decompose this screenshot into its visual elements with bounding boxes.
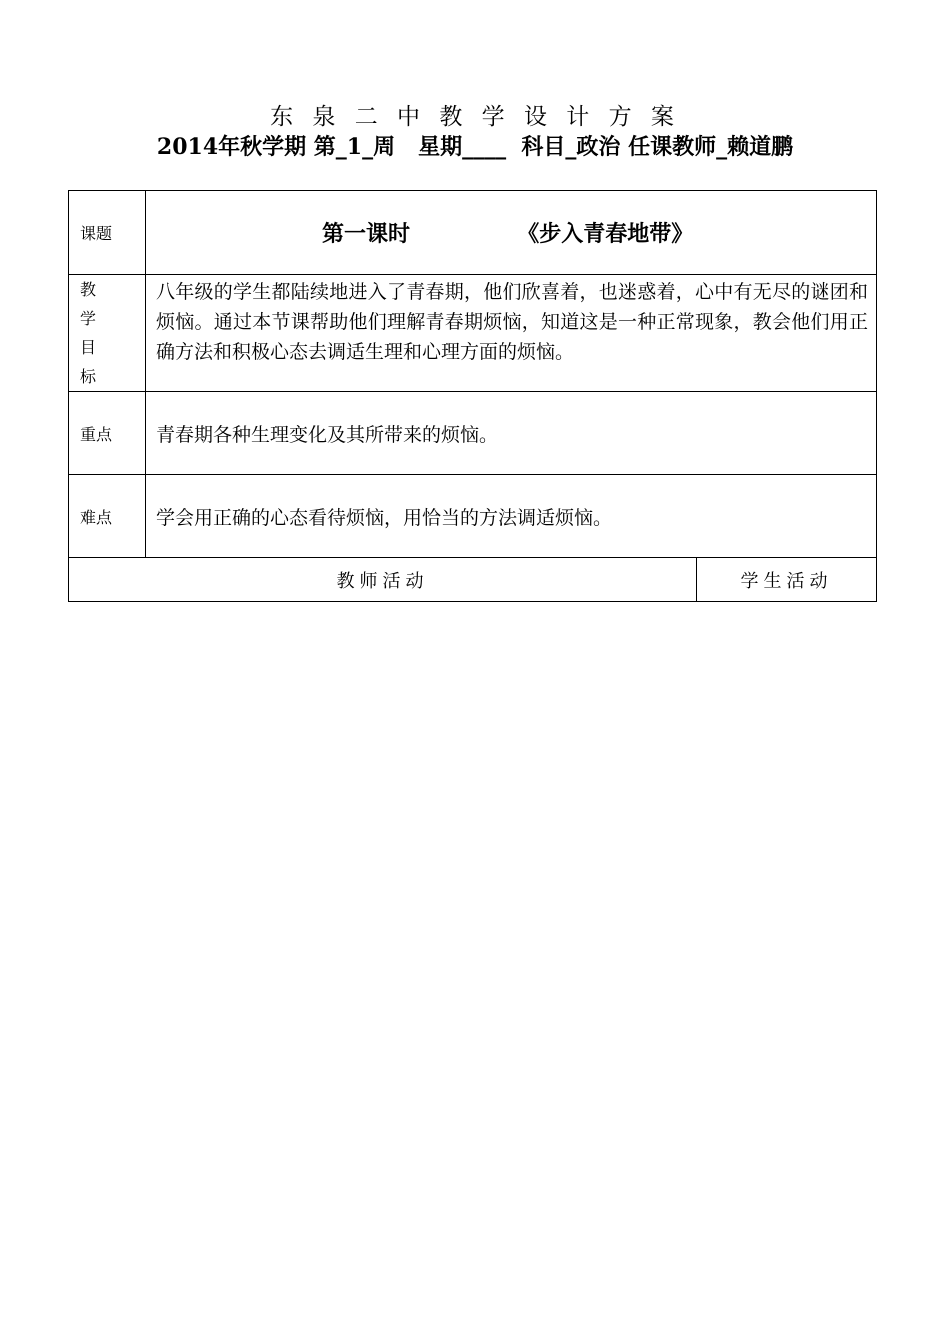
topic-value-text: 第一课时 《步入青春地带》 (321, 221, 694, 247)
document-subtitle: 2014年秋学期 第_1_周 星期____ 科目_政治 任课教师_赖道鹏 (156, 134, 794, 160)
goals-label-char: 教 (80, 280, 97, 299)
activities-header-row (69, 558, 877, 602)
teacher-activity-header: 教师活动 (69, 558, 697, 602)
document-title: 东 泉 二 中 教 学 设 计 方 案 (270, 104, 680, 130)
difficulty-label: 难点 (69, 475, 146, 558)
goals-row (69, 275, 877, 392)
goals-label-char: 标 (80, 367, 97, 386)
lesson-plan-table (68, 190, 877, 602)
goals-label (69, 275, 146, 392)
topic-row (69, 191, 877, 275)
difficulty-text: 学会用正确的心态看待烦恼，用恰当的方法调适烦恼。 (146, 475, 877, 558)
key-point-text: 青春期各种生理变化及其所带来的烦恼。 (146, 392, 877, 475)
goals-label-char: 学 (80, 309, 97, 328)
goals-text: 八年级的学生都陆续地进入了青春期，他们欣喜着，也迷惑着，心中有无尽的谜团和烦恼。通过本节课帮助他们理解青春期烦恼，知道这是一种正常现象，教会他们用正确方法和积极心态去调适生理和心理方面的烦恼。 (146, 275, 877, 392)
key-point-row (69, 392, 877, 475)
goals-label-char: 目 (80, 338, 97, 357)
difficulty-row (69, 475, 877, 558)
student-activity-header: 学生活动 (697, 558, 877, 602)
key-point-label: 重点 (69, 392, 146, 475)
topic-value (146, 191, 877, 275)
topic-label: 课题 (69, 191, 146, 275)
